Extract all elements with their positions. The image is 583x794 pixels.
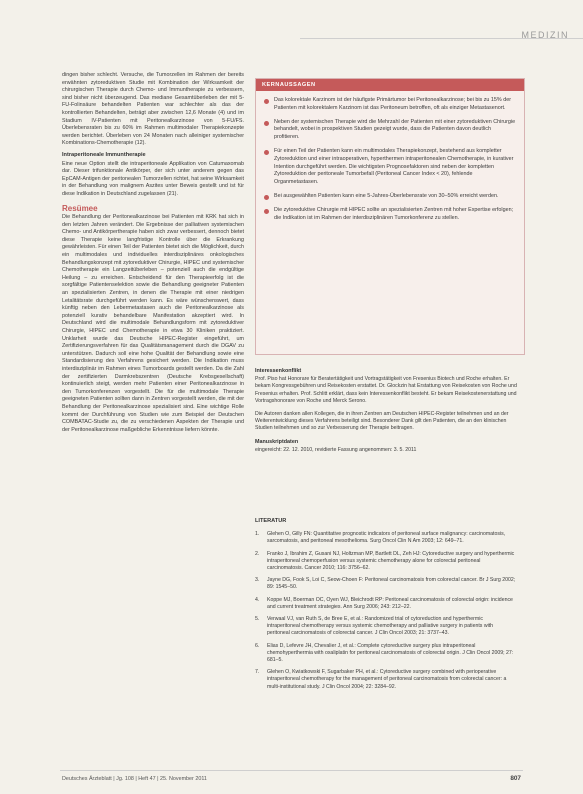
bullet-icon: [264, 209, 269, 214]
key-message-item: [264, 97, 516, 113]
key-message-text: Für einen Teil der Patienten kann ein multimodales Therapiekonzept, bestehend aus kompletter Zytoreduktion und einer intraoperativen, hyperthermen intraperitonealen Chemotherapie, in kurativer Intention durchgeführt werden. Die wichtigsten Prognosefaktoren sind neben der kompletten Zytoreduktion der peritoneale Tumorbefall (Peritoneal Cancer Index < 20), fehlende Organmetastasen.: [274, 147, 514, 186]
journal-citation: Deutsches Ärzteblatt | Jg. 108 | Heft 47 | 25. November 2011: [62, 776, 207, 782]
bullet-icon: [264, 150, 269, 155]
reference-text: Koppe MJ, Boerman OC, Oyen WJ, Bleichrodt RP: Peritoneal carcinomatosis of colorectal origin: incidence and current treatment strategies. Ann Surg 2006; 243: 212–22.: [267, 596, 513, 610]
key-messages-title: KERNAUSSAGEN: [256, 79, 524, 91]
subheading-immuntherapie: Intraperitoneale Immuntherapie: [62, 151, 146, 158]
reference-item: 1. Glehen O, Gilly FN: Quantitative prognostic indicators of peritoneal surface malignancy: carcinomatosis, sarcomatosis, and peritoneal mesothelioma. Surg Oncol Clin N Am 2003; 12: 649–71.: [255, 531, 506, 545]
left-column: [62, 72, 244, 438]
literature-list: [255, 531, 517, 691]
conflict-text: Prof. Piso hat Honorare für Beratertätigkeit und Vortragstätigkeit von Fresenius Biotech und Roche erhalten. Er bekam Kongressgebühren und Reisekosten erstattet. Dr. Glockzin hat Erstattung von Reisekosten von Roche und Fresenius erhalten. Prof. Schlitt erklärt, dass kein Interessenkonflikt besteht. Er bekam Reisekostenerstattung und Vortragshonorare von Roche und Merck Serono.: [255, 376, 517, 404]
manuscript-heading: Manuskriptdaten: [255, 438, 299, 445]
info-section: [255, 368, 517, 460]
paragraph-3: Die Behandlung der Peritonealkarzinose bei Patienten mit KRK hat sich in den letzten Jahren verändert. Die Ergebnisse der palliativen systemischen Chemo- und Antikörpertherapie haben sich zwar verbessert, dennoch bietet diese Therapie keine langfristige Kontrolle über die Erkrankung gewährleisten. Für einen Teil der Patienten bietet sich die Möglichkeit, durch ein multimodales und individuelles interdisziplinäres onkologisches Behandlungskonzept mit zytoreduktiver Chirurgie, HIPEC und systemischer Chemotherapie ein Langzeitüberleben – potenziell auch die endgültige Heilung – zu erreichen. Entscheidend für den Therapieerfolg ist die sorgfältige Patientenselektion sowie die Behandlung geeigneter Patienten an spezialisierten Zentren, in denen die Therapie mit einer niedrigen Letalitätsrate durchgeführt werden kann. Es wäre wünschenswert, dass künftig neben den Lebermetastasen auch die Peritonealkarzinose als potenziell kurativ behandelbare Manifestation akzeptiert wird. In Deutschland wird die multimodale Behandlungsform mit zytoreduktiver Chirurgie, HIPEC und Chemotherapie in etwa 30 Kliniken praktiziert. Unklarheit wurde das Deutsche HIPEC-Register eingeführt, um Zertifizierungsverfahren für das Qualitätsmanagement durch die DGAV zu unterstützen. Dadurch soll eine hohe Qualität der Behandlung sowie eine Standardisierung des Verfahrens gesichert werden. Die Indikation muss interdisziplinär im Rahmen eines Tumorboards gestellt werden. Da die Zahl der zertifizierten Darmkrebszentren (Deutsche Krebsgesellschaft) kontinuierlich steigt, werden mehr Patienten einer Peritonealkarzinose in den Tumorkonferenzen vorgestellt. Die für die multimodale Therapie geeigneten Patienten sollten dann in Zentren vorgestellt werden, die mit der Behandlung der Peritonealkarzinose spezialisiert sind. Eine wichtige Rolle kommt der Durchführung von Studien wie zum Beispiel der Deutschen COMBATAC-Studie zu, die zu verschiedenen Aspekten der Therapie und der Peritonealkarzinose maßgebliche Erkenntnisse liefern könnte.: [62, 214, 244, 433]
bullet-icon: [264, 195, 269, 200]
reference-item: 3. Jayne DG, Fook S, Loi C, Seow-Choen F: Peritoneal carcinomatosis from colorectal cancer. Br J Surg 2002; 89: 1545–50.: [255, 577, 516, 591]
paragraph-1: dingen bisher schlecht. Versuche, die Tumorzellen im Rahmen der bereits erwähnten zytoreduktiven Studie mit Kombination der Wirksamkeit der chirurgischen Therapie durch Chemo- und Immuntherapie zu verbessern, sind bisher nicht überzeugend. Das mediane Gesamtüberleben der mit 5-FU-Folinsäure behandelten Patienten war schlechter als das der kontrollierten Behandelten, beträgt aber zwischen 12,6 Monate (4) und im Stadium IV-Patienten mit Peritonealkarzinose von 5-FU/FS. Überlebensraten bis zu 60% im Rahmen multimodaler Therapiekonzepte werden berichtet. Überleben von 24 Monaten nach alleiniger systemischer Kombinations-Chemotherapie (12).: [62, 72, 244, 147]
bullet-icon: [264, 121, 269, 126]
reference-text: Verwaal VJ, van Ruth S, de Bree E, et al.: Randomized trial of cytoreduction and hyperthermic intraperitoneal chemotherapy versus systemic chemotherapy and palliative surgery in patients with peritoneal carcinomatosis of colorectal cancer. J Clin Oncol 2003; 21: 3737–43.: [267, 616, 494, 637]
paragraph-2: Eine neue Option stellt die intraperitoneale Applikation von Catumaxomab dar. Dieser trifunktionale Antikörper, der sich unter anderem gegen das EpCAM-Antigen der peritonealen Tumorzellen richtet, hat seine Wirksamkeit in der Behandlung von malignem Aszites unter Beweis gestellt und ist für diese Indikation in Deutschland zugelassen (21).: [62, 160, 244, 197]
acknowledgement-text: Die Autoren danken allen Kollegen, die in ihren Zentren am Deutschen HIPEC-Register teilnehmen und an der Weiterentwicklung dieses Verfahrens beteiligt sind. Besonderer Dank gilt den Patienten, die an den klinischen Studien teilnehmen und so zur Verbesserung der Therapie beitragen.: [255, 411, 509, 432]
key-message-text: Bei ausgewählten Patienten kann eine 5-Jahres-Überlebensrate von 30–50% erreicht werden.: [274, 192, 499, 199]
section-label: MEDIZIN: [521, 30, 569, 40]
conflict-heading: Interessenkonflikt: [255, 368, 302, 374]
reference-text: Jayne DG, Fook S, Loi C, Seow-Choen F: Peritoneal carcinomatosis from colorectal cancer. Br J Surg 2002; 89: 1545–50.: [267, 577, 516, 591]
key-message-item: [264, 207, 516, 223]
page-number: 807: [510, 775, 521, 782]
literature-heading: LITERATUR: [255, 518, 287, 524]
key-messages-list: [256, 91, 524, 222]
reference-item: 5. Verwaal VJ, van Ruth S, de Bree E, et al.: Randomized trial of cytoreduction and hyperthermic intraperitoneal chemotherapy versus systemic chemotherapy and palliative surgery in patients with peritoneal carcinomatosis of colorectal cancer. J Clin Oncol 2003; 21: 3737–43.: [255, 616, 494, 637]
bullet-icon: [264, 99, 269, 104]
reference-text: Franko J, Ibrahim Z, Gusani NJ, Holtzman MP, Bartlett DL, Zeh HJ: Cytoreductive surgery and hyperthermic intraperitoneal chemoperfusion versus systemic chemotherapy alone for colorectal peritoneal carcinomatosis. Cancer 2010; 116: 3756–62.: [267, 550, 515, 572]
reference-text: Glehen O, Kwiatkowski F, Sugarbaker PH, et al.: Cytoreductive surgery combined with perioperative intraperitoneal chemotherapy for the management of peritoneal carcinomatosis from colorectal cancer: a multi-institutional study. J Clin Oncol 2004; 22: 3284–92.: [267, 669, 507, 690]
page-header: [0, 0, 583, 40]
heading-resuemee: Resümee: [62, 203, 98, 213]
reference-item: 2. Franko J, Ibrahim Z, Gusani NJ, Holtzman MP, Bartlett DL, Zeh HJ: Cytoreductive surgery and hyperthermic intraperitoneal chemoperfusion versus systemic chemotherapy alone for colorectal peritoneal carcinomatosis. Cancer 2010; 116: 3756–62.: [255, 550, 515, 572]
key-messages-box: [255, 78, 525, 355]
reference-item: 4. Koppe MJ, Boerman OC, Oyen WJ, Bleichrodt RP: Peritoneal carcinomatosis of colorectal origin: incidence and current treatment strategies. Ann Surg 2006; 243: 212–22.: [255, 596, 513, 610]
manuscript-dates: eingereicht: 22. 12. 2010, revidierte Fassung angenommen: 3. 5. 2011: [255, 446, 417, 453]
key-message-item: [264, 193, 516, 201]
reference-text: Elias D, Lefevre JH, Chevalier J, et al.: Complete cytoreductive surgery plus intraperitoneal chemohyperthermia with oxaliplatin for peritoneal carcinomatosis of colorectal origin. J Clin Oncol 2009; 27: 681–5.: [267, 642, 514, 664]
reference-text: Glehen O, Gilly FN: Quantitative prognostic indicators of peritoneal surface malignancy: carcinomatosis, sarcomatosis, and peritoneal mesothelioma. Surg Oncol Clin N Am 2003; 12: 649–71.: [267, 531, 506, 545]
reference-item: 7. Glehen O, Kwiatkowski F, Sugarbaker PH, et al.: Cytoreductive surgery combined with perioperative intraperitoneal chemotherapy for the management of peritoneal carcinomatosis from colorectal cancer: a multi-institutional study. J Clin Oncol 2004; 22: 3284–92.: [255, 669, 507, 690]
key-message-item: [264, 119, 516, 142]
literature-section: [255, 518, 517, 696]
page-footer: [0, 770, 583, 788]
footer-rule: [60, 770, 523, 771]
key-message-text: Die zytoreduktive Chirurgie mit HIPEC sollte an spezialisierten Zentren mit hoher Expertise erfolgen; die Indikation ist im Rahmen der interdisziplinären Tumorkonferenz zu stellen.: [274, 206, 514, 221]
reference-item: 6. Elias D, Lefevre JH, Chevalier J, et al.: Complete cytoreductive surgery plus intraperitoneal chemohyperthermia with oxaliplatin for peritoneal carcinomatosis of colorectal origin. J Clin Oncol 2009; 27: 681–5.: [255, 642, 514, 664]
key-message-item: [264, 148, 516, 187]
key-message-text: Neben der systemischen Therapie wird die Mehrzahl der Patienten mit einer zytoreduktiven Chirurgie behandelt, wobei in prospektiven Studien gezeigt wurde, dass die Patienten davon deutlich profitieren.: [274, 118, 516, 141]
key-message-text: Das kolorektale Karzinom ist der häufigste Primärtumor bei Peritonealkarzinose; bei bis zu 15% der Patienten mit kolorektalem Karzinom ist das Peritoneum betroffen, oft als einziger Metastasenort.: [274, 97, 511, 111]
